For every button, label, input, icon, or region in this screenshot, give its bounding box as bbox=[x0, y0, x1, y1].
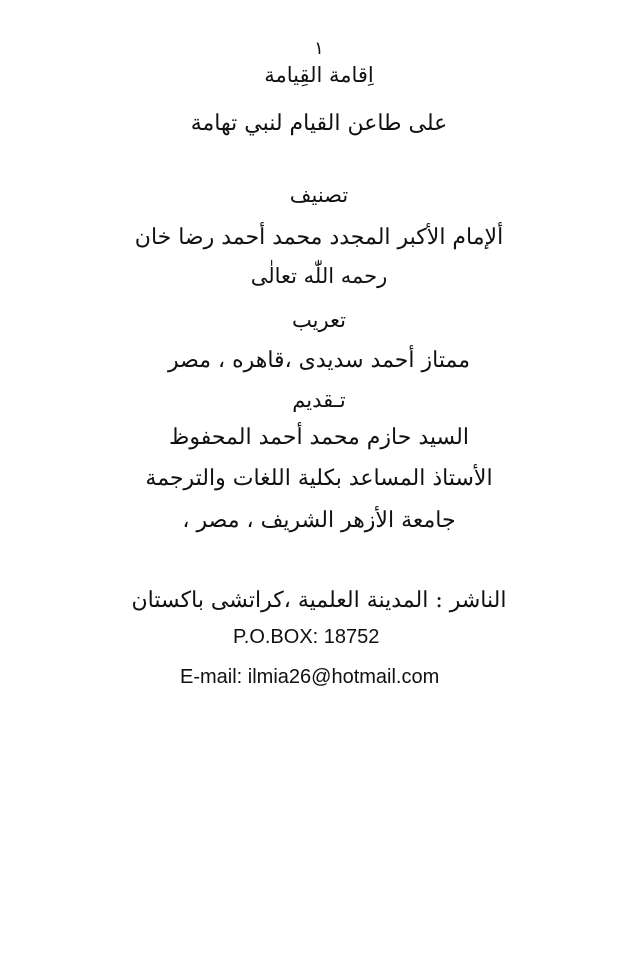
translation-heading: تعريب bbox=[291, 308, 347, 332]
introducer-name: السيد حازم محمد أحمد المحفوظ bbox=[169, 425, 469, 450]
publisher-line: الناشر : المدينة العلمية ،كراتشى باكستان bbox=[131, 588, 507, 613]
author-name: ألإمام الأكبر المجدد محمد أحمد رضا خان bbox=[134, 225, 504, 250]
po-box: P.O.BOX: 18752 bbox=[233, 626, 380, 648]
author-prayer: رحمه اللّٰه تعالٰى bbox=[250, 264, 388, 288]
email-address: E-mail: ilmia26@hotmail.com bbox=[180, 666, 440, 688]
book-title: اِقامة القِيامة bbox=[264, 63, 374, 87]
introducer-title: الأستاذ المساعد بكلية اللغات والترجمة bbox=[145, 466, 493, 491]
book-subtitle: على طاعن القيام لنبي تهامة bbox=[190, 111, 448, 136]
introduction-heading: تـقديم bbox=[292, 388, 346, 412]
page-number: ۱ bbox=[314, 38, 324, 59]
authorship-heading: تصنيف bbox=[289, 183, 349, 207]
introducer-university: جامعة الأزهر الشريف ، مصر ، bbox=[182, 508, 456, 533]
translator-line: ممتاز أحمد سديدى ،قاهره ، مصر bbox=[168, 348, 470, 373]
